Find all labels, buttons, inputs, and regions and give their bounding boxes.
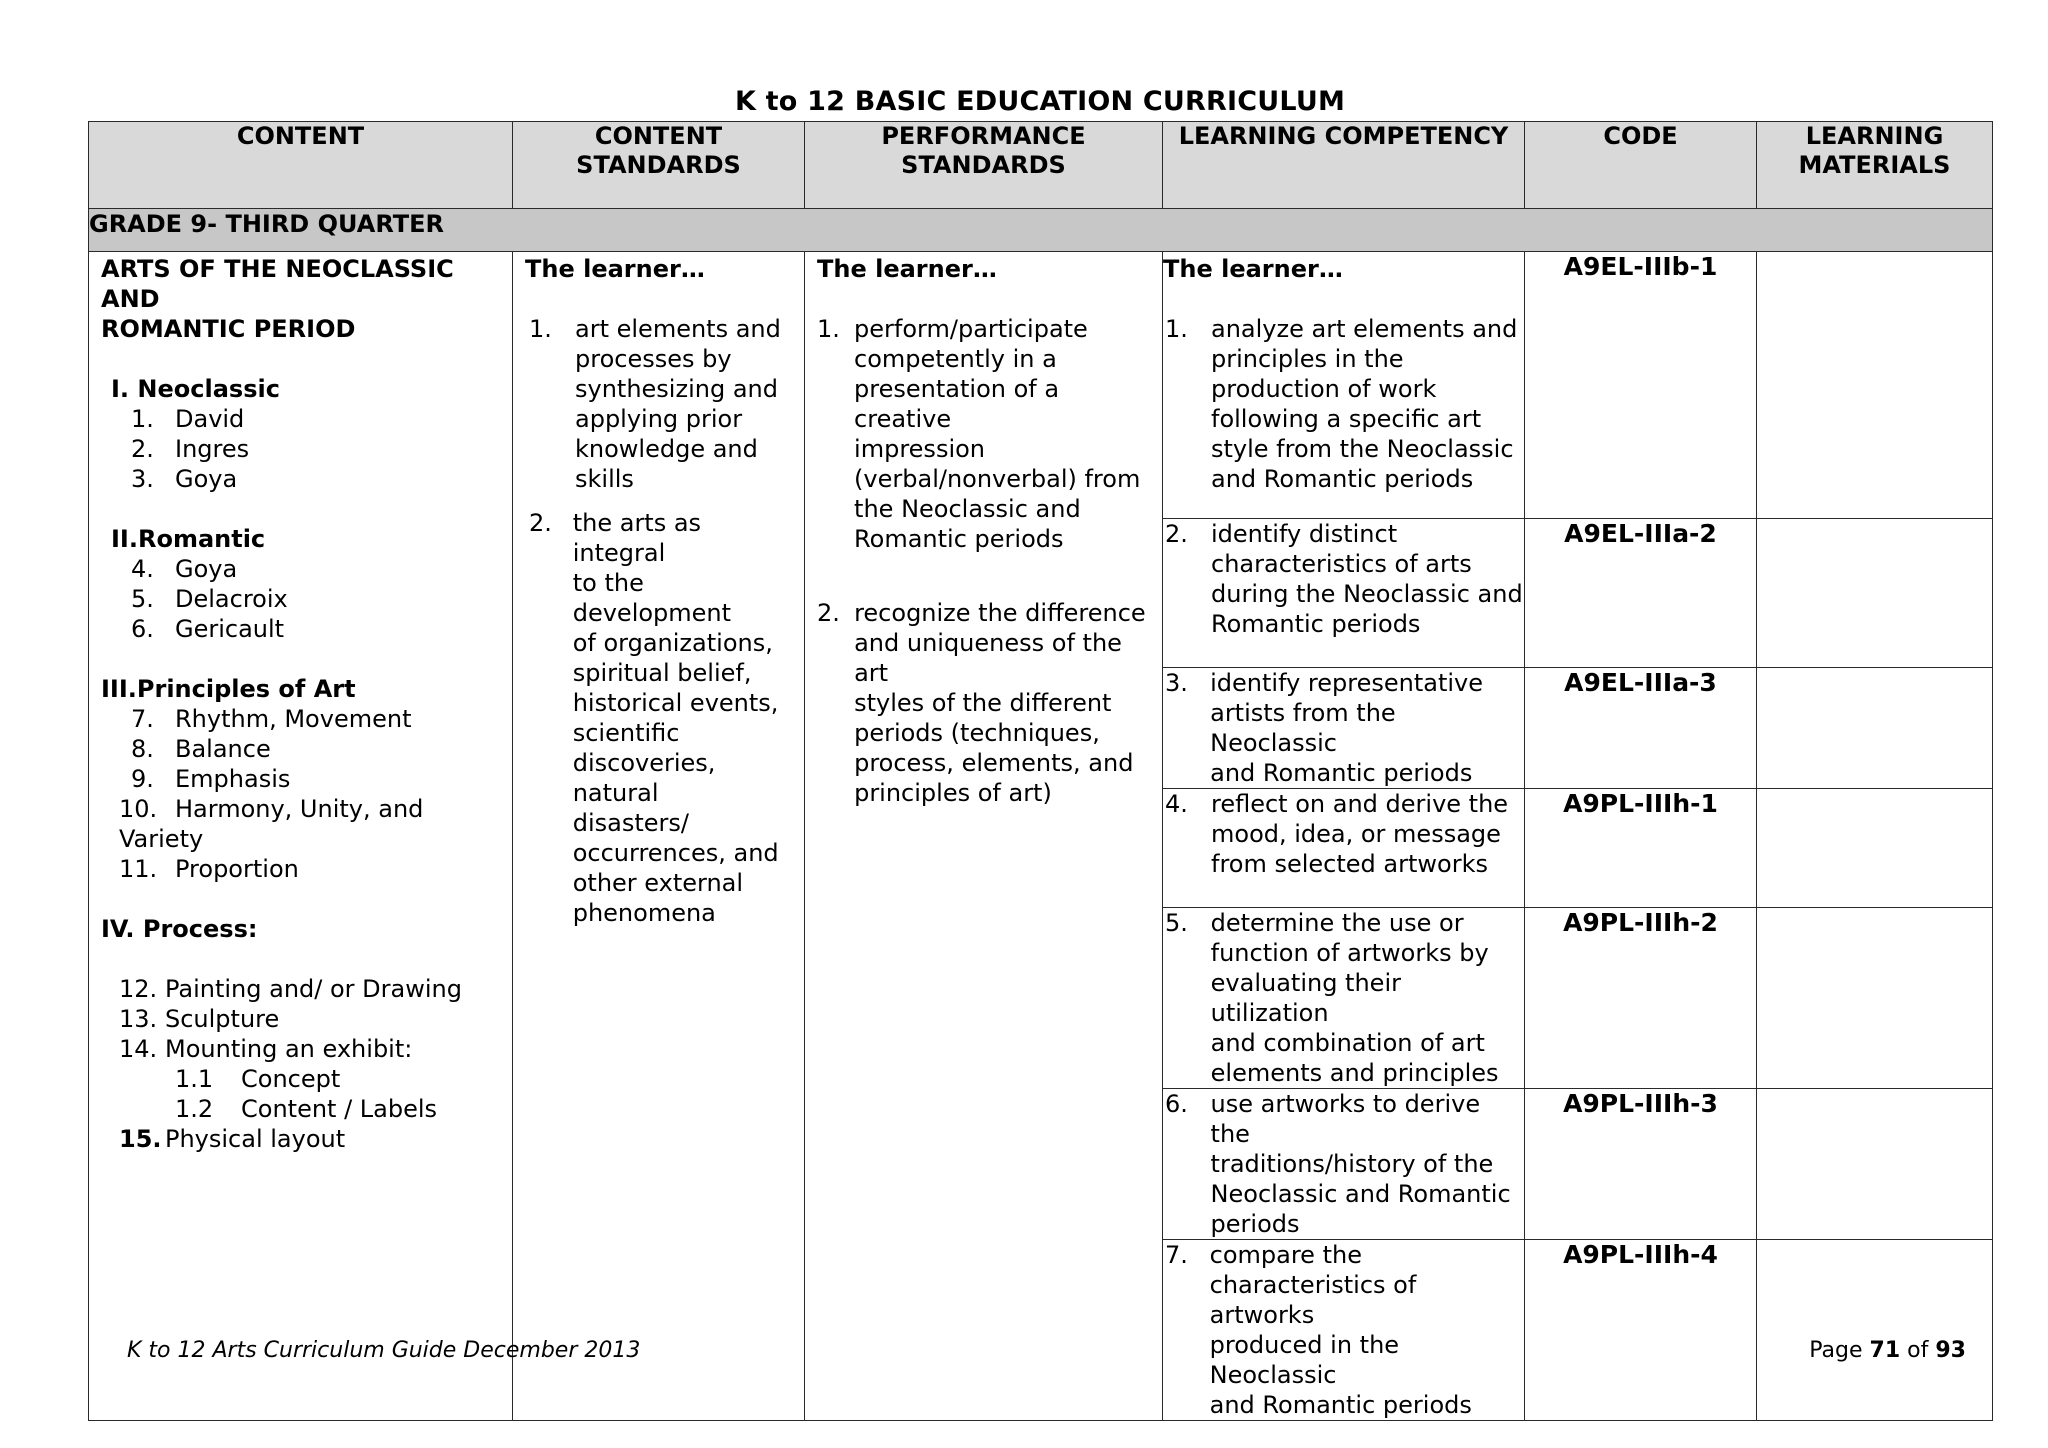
competency-line: identify representative [1210,669,1484,697]
standard-line: to the development [572,569,732,627]
code-cell: A9PL-IIIh-1 [1525,789,1757,908]
code-cell: A9PL-IIIh-3 [1525,1089,1757,1240]
footer-page-number: Page 71 of 93 [1809,1338,1966,1363]
performance-standards-cell [805,252,1163,1421]
standard-item: 1. art elements and processes by synthesizing and applying prior knowledge and skills [529,315,781,493]
competency-line: function of artworks by [1210,939,1489,967]
list-item: 4. Goya [131,555,238,583]
standard-line: skills [575,465,634,493]
list-item: 13. Sculpture [119,1005,280,1033]
header-learning-materials: LEARNING MATERIALS [1757,122,1993,209]
standard-item: 2. recognize the difference and uniqueness of the art styles of the different periods (techniques, process, elements, and principles of art) [817,598,1156,808]
materials-cell [1757,668,1993,789]
standard-line: the arts as integral [572,509,702,567]
standard-line: process, elements, and [854,749,1134,777]
competency-text [1211,519,1523,639]
standard-line: occurrences, and [572,839,779,867]
standard-line: historical events, [572,689,779,717]
standard-line: scientific [572,719,680,747]
competency-text [1210,668,1524,788]
standard-text [854,314,1156,554]
competency-text [1211,1089,1524,1239]
competency-line: and Romantic periods [1209,1391,1472,1419]
code-cell: A9EL-IIIb-1 [1525,252,1757,519]
competency-line: determine the use or [1210,909,1464,937]
competency-line: mood, idea, or message [1211,820,1501,848]
competency-line: analyze art elements and [1211,315,1518,343]
code-cell: A9EL-IIIa-3 [1525,668,1757,789]
competency-item: 4. reflect on and derive the mood, idea, or message from selected artworks [1165,790,1509,878]
content-heading: ARTS OF THE NEOCLASSIC AND [101,255,454,313]
learner-lead: The learner… [525,255,705,283]
competency-text [1211,314,1517,494]
standard-text [575,314,781,494]
list-item: 14. Mounting an exhibit: [119,1035,413,1063]
header-content-standards: CONTENT STANDARDS [513,122,805,209]
competency-text [1211,908,1524,1088]
standard-line: competently in a [854,345,1057,373]
footer-guide-title: K to 12 Arts Curriculum Guide December 2013 [127,1338,641,1363]
standard-line: applying prior [575,405,743,433]
standard-line: other external [572,869,744,897]
document-title: K to 12 BASIC EDUCATION CURRICULUM [734,86,1346,117]
list-item: 9. Emphasis [131,765,291,793]
list-item: 10. Harmony, Unity, and Variety [119,795,424,853]
standard-line: disasters/ [572,809,689,837]
standard-line: principles of art) [854,779,1052,807]
list-item: 6. Gericault [131,615,285,643]
competency-cell [1163,789,1525,908]
list-item: 5. Delacroix [131,585,288,613]
standard-line: and uniqueness of the art [854,629,1122,687]
standard-text [573,508,798,928]
materials-cell [1757,252,1993,519]
competency-cell [1163,1089,1525,1240]
competency-item: 1. analyze art elements and principles in the production of work following a specific art style from the Neoclassic and Romantic periods [1165,315,1518,493]
standard-line: periods (techniques, [854,719,1100,747]
competency-cell [1163,252,1525,519]
section-romantic: II.Romantic [111,525,266,553]
standard-line: the Neoclassic and [854,495,1081,523]
standard-item: 2. the arts as integral to the development of organizations, spiritual belief, historical events, scientific discoveries, natural disasters/ occurrences, and other external phenomena [525,508,798,928]
list-item: 3. Goya [131,465,238,493]
standard-line: art elements and [575,315,781,343]
competency-text [1211,789,1508,879]
section-neoclassic: I. Neoclassic [111,375,280,403]
competency-line: principles in the [1211,345,1404,373]
header-row [89,122,1993,209]
code-cell: A9PL-IIIh-2 [1525,908,1757,1089]
competency-cell [1163,668,1525,789]
standard-line: (verbal/nonverbal) from [854,465,1141,493]
materials-cell [1757,1240,1993,1421]
header-learning-competency: LEARNING COMPETENCY [1163,122,1525,209]
competency-line: and combination of art [1210,1029,1485,1057]
grade-quarter-row: GRADE 9- THIRD QUARTER [89,209,1993,252]
list-item: 12. Painting and/ or Drawing [119,975,462,1003]
code-cell: A9EL-IIIa-2 [1525,519,1757,668]
competency-item: 3. identify representative artists from the Neoclassic and Romantic periods [1163,668,1524,788]
competency-cell [1163,1240,1525,1421]
materials-cell [1757,1089,1993,1240]
materials-cell [1757,789,1993,908]
standard-line: styles of the different [854,689,1112,717]
competency-line: Romantic periods [1211,610,1421,638]
standard-line: discoveries, natural [572,749,716,807]
materials-cell [1757,519,1993,668]
list-item: 15. Physical layout [119,1125,346,1153]
competency-text [1210,1240,1524,1420]
standard-line: impression [854,435,986,463]
materials-cell [1757,908,1993,1089]
sub-list-item: 1.2 Content / Labels [175,1095,438,1123]
standard-item: 1. perform/participate competently in a presentation of a creative impression (verbal/nonverbal) from the Neoclassic and Romantic periods [817,314,1156,554]
competency-line: periods [1210,1210,1300,1238]
list-item: 7. Rhythm, Movement [131,705,412,733]
list-item: 11. Proportion [119,855,299,883]
competency-line: elements and principles [1210,1059,1499,1087]
competency-cell [1163,908,1525,1089]
learner-lead: The learner… [817,255,997,283]
curriculum-table [88,121,1993,1421]
content-standards-cell [513,252,805,1421]
content-heading-2: ROMANTIC PERIOD [101,315,356,343]
competency-line: artists from the Neoclassic [1210,699,1396,757]
competency-line: characteristics of arts [1211,550,1472,578]
competency-line: use artworks to derive the [1210,1090,1481,1148]
list-item: 1. David [131,405,245,433]
competency-line: compare the [1209,1241,1362,1269]
standard-line: of organizations, [572,629,773,657]
standard-text [854,598,1156,808]
header-code: CODE [1525,122,1757,209]
sub-list-item: 1.1 Concept [175,1065,341,1093]
competency-line: Neoclassic and Romantic [1210,1180,1511,1208]
section-principles-of-art: III.Principles of Art [101,675,356,703]
standard-line: synthesizing and [575,375,778,403]
standard-line: perform/participate [854,315,1088,343]
standard-line: phenomena [572,899,716,927]
standard-line: Romantic periods [854,525,1064,553]
learner-lead: The learner… [1163,255,1343,283]
section-process: IV. Process: [101,915,258,943]
competency-line: evaluating their utilization [1210,969,1401,1027]
competency-item: 2. identify distinct characteristics of arts during the Neoclassic and Romantic periods [1165,520,1523,638]
competency-line: reflect on and derive the [1211,790,1509,818]
competency-item: 5. determine the use or function of artworks by evaluating their utilization and combination of art elements and principles [1163,908,1524,1088]
competency-line: and Romantic periods [1211,465,1474,493]
competency-cell [1163,519,1525,668]
content-cell [89,252,513,1421]
header-content: CONTENT [89,122,513,209]
competency-item: 7. compare the characteristics of artworks produced in the Neoclassic and Romantic periods [1163,1240,1524,1420]
standard-line: knowledge and [575,435,758,463]
competency-line: traditions/history of the [1210,1150,1494,1178]
standard-line: spiritual belief, [572,659,752,687]
competency-line: from selected artworks [1211,850,1488,878]
competency-item: 6. use artworks to derive the traditions/history of the Neoclassic and Romantic periods [1163,1089,1524,1239]
list-item: 8. Balance [131,735,271,763]
code-cell: A9PL-IIIh-4 [1525,1240,1757,1421]
list-item: 2. Ingres [131,435,250,463]
standard-line: presentation of a creative [854,375,1060,433]
standard-line: processes by [575,345,732,373]
competency-line: during the Neoclassic and [1211,580,1523,608]
competency-line: following a specific art [1211,405,1482,433]
competency-line: and Romantic periods [1210,759,1473,787]
standard-line: recognize the difference [854,599,1146,627]
competency-line: style from the Neoclassic [1211,435,1514,463]
competency-line: produced in the Neoclassic [1209,1331,1400,1389]
header-performance-standards: PERFORMANCE STANDARDS [805,122,1163,209]
competency-line: characteristics of artworks [1209,1271,1417,1329]
competency-line: production of work [1211,375,1437,403]
competency-line: identify distinct [1211,520,1398,548]
